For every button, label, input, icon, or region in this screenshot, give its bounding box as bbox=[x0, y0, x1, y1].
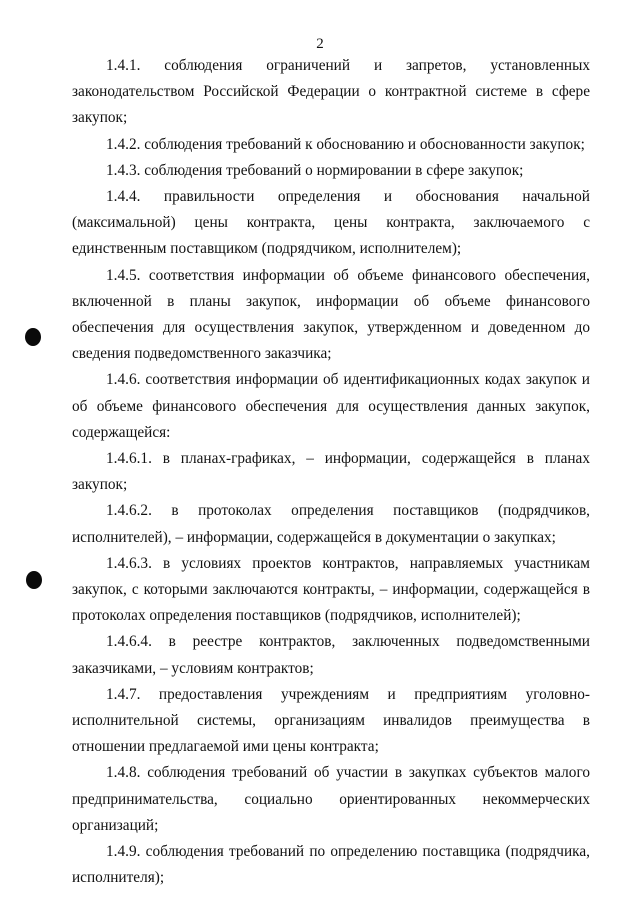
page-number: 2 bbox=[316, 36, 324, 52]
paragraph-1-4-5: 1.4.5. соответствия информации об объеме финансового обеспечения, включенной в планы закупок, информации об объеме финансового обеспечения для осуществления закупок, утвержденном и доведенном до сведения подведомственного заказчика; bbox=[72, 266, 590, 363]
paragraph-1-4-2: 1.4.2. соблюдения требований к обоснованию и обоснованности закупок; bbox=[106, 135, 585, 153]
paragraph-1-4-8: 1.4.8. соблюдения требований об участии в закупках субъектов малого предпринимательства, социально ориентированных некоммерческих организаций; bbox=[72, 764, 590, 834]
paragraph-1-4-6-4: 1.4.6.4. в реестре контрактов, заключенных подведомственными заказчиками, – условиям контрактов; bbox=[72, 633, 590, 677]
paragraph-1-4-7: 1.4.7. предоставления учреждениям и предприятиям уголовно-исполнительной системы, организациям инвалидов преимущества в отношении предлагаемой ими цены контракта; bbox=[72, 685, 590, 756]
paragraph-1-4-6-3: 1.4.6.3. в условиях проектов контрактов, направляемых участникам закупок, с которыми заключаются контракты, – информации, содержащейся в протоколах определения поставщиков (подрядчиков, исполнителей); bbox=[72, 554, 590, 625]
document-body bbox=[72, 53, 590, 892]
paragraph-1-4-6: 1.4.6. соответствия информации об идентификационных кодах закупок и об объеме финансового обеспечения для осуществления данных закупок, содержащейся: bbox=[72, 371, 590, 441]
punch-hole-upper bbox=[25, 328, 41, 346]
paragraph-1-4-9: 1.4.9. соблюдения требований по определению поставщика (подрядчика, исполнителя); bbox=[72, 843, 590, 887]
paragraph-1-4-6-2: 1.4.6.2. в протоколах определения поставщиков (подрядчиков, исполнителей), – информации, содержащейся в документации о закупках; bbox=[72, 502, 590, 546]
paragraph-1-4-6-1: 1.4.6.1. в планах-графиках, – информации, содержащейся в планах закупок; bbox=[72, 450, 590, 494]
paragraph-1-4-1: 1.4.1. соблюдения ограничений и запретов, установленных законодательством Российской Федерации о контрактной системе в сфере закупок; bbox=[72, 57, 590, 127]
punch-hole-lower bbox=[26, 571, 42, 589]
paragraph-1-4-3: 1.4.3. соблюдения требований о нормировании в сфере закупок; bbox=[106, 161, 524, 179]
paragraph-1-4-4: 1.4.4. правильности определения и обоснования начальной (максимальной) цены контракта, цены контракта, заключаемого с единственным поставщиком (подрядчиком, исполнителем); bbox=[72, 188, 590, 258]
